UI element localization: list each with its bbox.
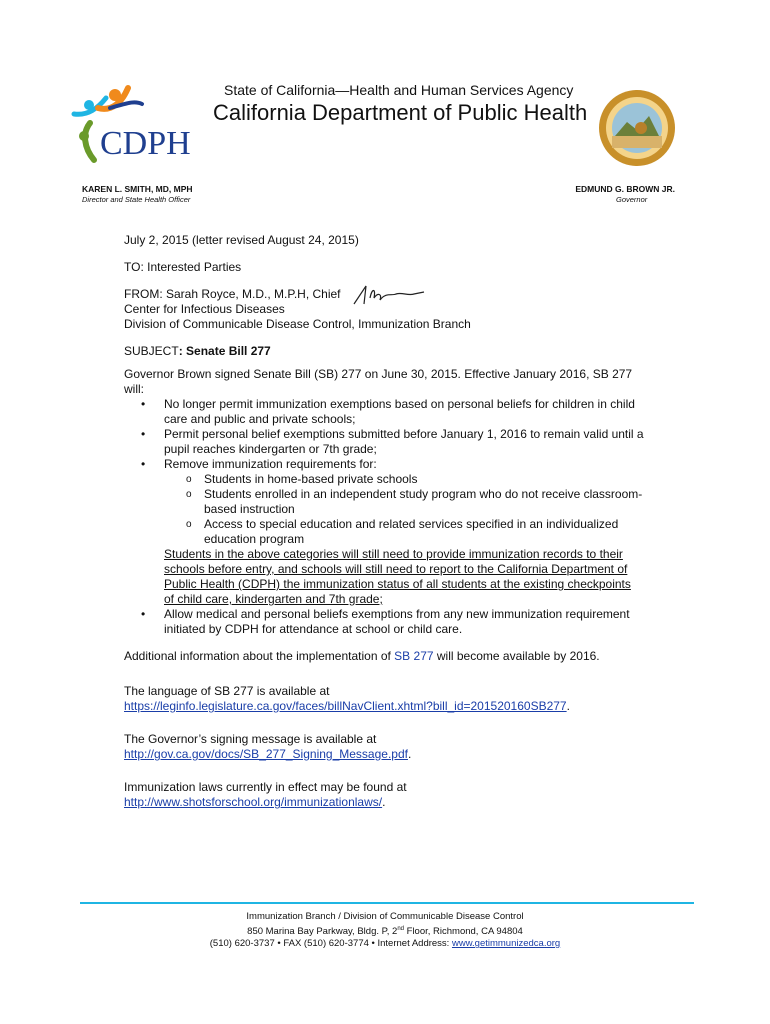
california-seal bbox=[597, 88, 677, 168]
department-name: California Department of Public Health bbox=[213, 100, 588, 125]
sublist-item: o Students enrolled in an independent study program who do not receive classroom-based instruction bbox=[204, 487, 644, 517]
list-item: • Allow medical and personal beliefs exemptions from any new immunization requirement initiated by CDPH for attendance at school or child care. bbox=[164, 607, 644, 637]
period: . bbox=[566, 699, 570, 713]
signing-message-link[interactable]: http://gov.ca.gov/docs/SB_277_Signing_Message.pdf bbox=[124, 747, 408, 761]
exemption-sublist bbox=[164, 472, 644, 547]
recipient-line: TO: Interested Parties bbox=[124, 260, 242, 274]
additional-info bbox=[124, 649, 644, 664]
director-name: KAREN L. SMITH, MD, MPH bbox=[82, 184, 193, 194]
cdph-logo-icon bbox=[70, 78, 195, 168]
footer-address-text: 850 Marina Bay Parkway, Bldg. P, 2 bbox=[247, 926, 398, 938]
laws-link-line bbox=[124, 795, 644, 810]
period: . bbox=[407, 747, 412, 761]
underlined-note: Students in the above categories will still need to provide immunization records to their schools before entry, and schools will still need to report to the California Department of Public Health (CDPH) the immunization status of all students at the existing checkpoints of child care, kindergarten and 7th grade; bbox=[164, 547, 631, 606]
signing-link-line bbox=[124, 747, 644, 762]
sender-line: FROM: Sarah Royce, M.D., M.P.H, Chief bbox=[124, 287, 341, 301]
footer-contact bbox=[0, 938, 770, 950]
california-seal-icon bbox=[597, 88, 677, 168]
sublist-item: o Students in home-based private schools bbox=[204, 472, 644, 487]
additional-text: Additional information about the implementation of bbox=[124, 649, 395, 663]
footer bbox=[0, 911, 770, 950]
footer-website-link[interactable]: www.getimmunizedca.org bbox=[451, 938, 561, 950]
immunization-laws-link[interactable]: http://www.shotsforschool.org/immunizationlaws/ bbox=[124, 795, 383, 809]
footer-divider bbox=[80, 902, 694, 904]
footer-address-text-end: Floor, Richmond, CA 94804 bbox=[404, 926, 523, 938]
subject-label: SUBJECT bbox=[124, 344, 179, 358]
cdph-logo bbox=[70, 78, 195, 168]
subject-line bbox=[124, 344, 644, 359]
footer-contact-text: (510) 620-3737 • FAX (510) 620-3774 • Internet Address: bbox=[209, 938, 452, 950]
list-item: • No longer permit immunization exemptions based on personal beliefs for children in child care and public and private schools; bbox=[164, 397, 644, 427]
intro-paragraph: Governor Brown signed Senate Bill (SB) 277 on June 30, 2015. Effective January 2016, SB 277 will: bbox=[124, 367, 633, 396]
list-item bbox=[164, 457, 644, 607]
laws-text: Immunization laws currently in effect may be found at bbox=[124, 780, 407, 794]
governor-title: Governor bbox=[616, 195, 648, 204]
sublist-item: o Access to special education and related services specified in an individualized education program bbox=[204, 517, 644, 547]
signing-text: The Governor’s signing message is available at bbox=[124, 732, 377, 746]
svg-text:CDPH: CDPH bbox=[100, 125, 191, 162]
sender-division: Division of Communicable Disease Control, Immunization Branch bbox=[124, 317, 471, 331]
provisions-list bbox=[124, 397, 644, 637]
additional-text-end: will become available by 2016. bbox=[433, 649, 600, 663]
language-link-line bbox=[124, 699, 644, 714]
governor-name: EDMUND G. BROWN JR. bbox=[575, 184, 675, 194]
sender-center: Center for Infectious Diseases bbox=[124, 302, 285, 316]
director-title: Director and State Health Officer bbox=[82, 195, 191, 204]
agency-line: State of California—Health and Human Services Agency bbox=[224, 82, 574, 98]
language-text: The language of SB 277 is available at bbox=[124, 684, 330, 698]
footer-address-sup: nd bbox=[397, 926, 404, 932]
letter-body bbox=[124, 233, 644, 810]
language-link[interactable]: https://leginfo.legislature.ca.gov/faces/billNavClient.xhtml?bill_id=201520160SB277 bbox=[124, 699, 567, 713]
period: . bbox=[382, 795, 386, 809]
list-item: • Permit personal belief exemptions submitted before January 1, 2016 to remain valid until a pupil reaches kindergarten or 7th grade; bbox=[164, 427, 644, 457]
footer-branch: Immunization Branch / Division of Communicable Disease Control bbox=[246, 911, 524, 922]
footer-address bbox=[0, 923, 770, 938]
subject-value: : Senate Bill 277 bbox=[178, 344, 271, 358]
list-item-label: Remove immunization requirements for: bbox=[164, 457, 377, 471]
sb277-link[interactable]: SB 277 bbox=[394, 649, 434, 663]
letter-date: July 2, 2015 (letter revised August 24, 2015) bbox=[124, 233, 359, 247]
